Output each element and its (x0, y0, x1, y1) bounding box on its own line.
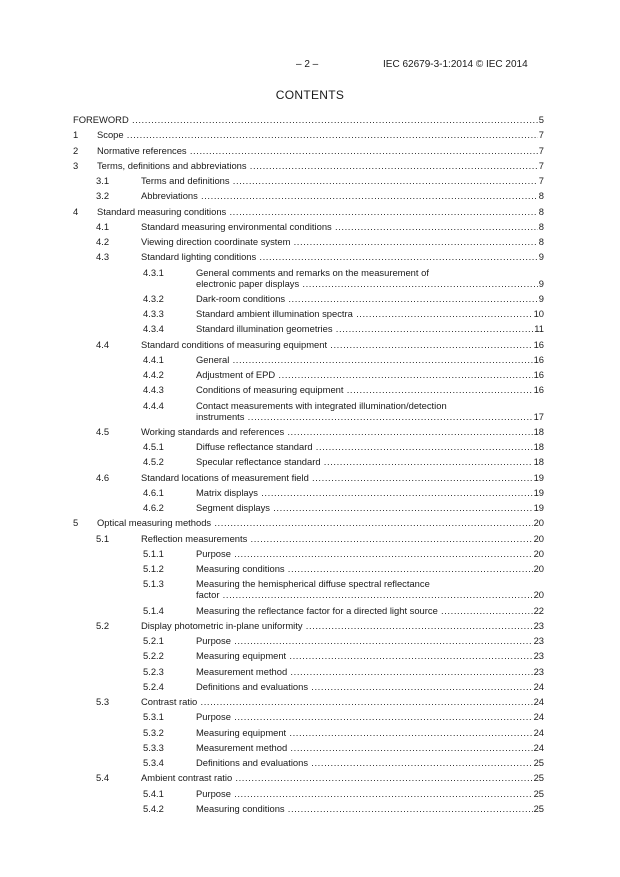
toc-entry-number: 4.1 (96, 220, 110, 232)
toc-entry[interactable] (143, 650, 544, 661)
toc-entry[interactable] (96, 772, 544, 783)
toc-entry[interactable] (73, 206, 544, 217)
toc-entry-title: Standard locations of measurement field ..... (141, 472, 544, 483)
toc-entry[interactable] (143, 548, 544, 559)
toc-entry-title: Standard measuring environmental conditions ..... (141, 221, 544, 232)
toc-entry[interactable] (143, 456, 544, 467)
toc-entry-page: 20 (533, 532, 544, 544)
toc-entry-page: 8 (538, 236, 544, 247)
toc-entry-number: 4 (73, 205, 79, 217)
toc-entry-page: 18 (533, 441, 544, 452)
toc-entry-title: Measurement method ..... (196, 666, 544, 677)
toc-entry[interactable] (143, 400, 544, 422)
toc-entry-page: 16 (533, 384, 544, 396)
toc-entry-number: 5.2.2 (143, 650, 164, 662)
toc-entry-page: 24 (533, 680, 544, 692)
toc-entry-page: 20 (533, 547, 544, 559)
toc-entry[interactable] (73, 145, 544, 156)
toc-entry-title: Display photometric in-plane uniformity ..... (141, 620, 544, 631)
toc-entry-page: 16 (533, 353, 544, 365)
toc-entry-number: 1 (73, 129, 79, 141)
toc-entry-number: 5.3.3 (143, 741, 164, 753)
toc-entry-page: 7 (538, 175, 544, 186)
toc-entry-title: Normative references ..... (97, 145, 544, 156)
toc-entry-page: 20 (533, 517, 544, 529)
toc-entry-page: 24 (533, 711, 544, 723)
toc-entry-number: 4.3.3 (143, 308, 164, 319)
toc-entry-title: Adjustment of EPD ..... (196, 369, 544, 380)
toc-entry[interactable] (96, 175, 544, 186)
toc-entry[interactable] (96, 339, 544, 350)
toc-entry-page: 23 (533, 665, 544, 677)
toc-entry-number: 4.3 (96, 251, 110, 263)
toc-entry-page: 24 (533, 726, 544, 738)
toc-entry-page: 25 (533, 787, 544, 799)
toc-entry-number: 4.6 (96, 471, 110, 483)
toc-entry-number: 4.4.3 (143, 384, 164, 396)
page-title: CONTENTS (275, 88, 345, 102)
toc-entry[interactable] (73, 129, 544, 140)
toc-entry[interactable] (96, 221, 544, 232)
toc-entry-page: 9 (538, 251, 544, 263)
running-header-reference: IEC 62679-3-1:2014 © IEC 2014 (383, 59, 528, 70)
toc-entry-title: Standard measuring conditions ..... (97, 206, 544, 217)
toc-entry-title: Abbreviations ..... (141, 190, 544, 201)
toc-entry-number: 5.4.2 (143, 802, 164, 814)
toc-entry-number: 5.2.4 (143, 680, 164, 692)
toc-entry-title: General comments and remarks on the measurement of (196, 266, 429, 278)
toc-entry-page: 9 (538, 292, 544, 304)
toc-entry-title: Ambient contrast ratio ..... (141, 772, 544, 783)
toc-entry-title: Standard lighting conditions ..... (141, 251, 544, 262)
toc-entry[interactable] (143, 578, 544, 600)
toc-entry-number: 4.5.1 (143, 441, 164, 452)
toc-entry-title: Scope ..... (97, 129, 544, 140)
toc-entry-title: Optical measuring methods ..... (97, 517, 544, 528)
toc-entry-number: 5.4.1 (143, 787, 164, 799)
toc-entry-title: Measuring equipment ..... (196, 650, 544, 661)
toc-entry[interactable] (143, 635, 544, 646)
toc-entry-number: 5 (73, 517, 79, 529)
toc-entry[interactable] (96, 426, 544, 437)
toc-entry-page: 23 (533, 619, 544, 631)
toc-entry-page: 24 (533, 741, 544, 753)
toc-entry-title: Segment displays ..... (196, 502, 544, 513)
toc-entry[interactable] (96, 251, 544, 262)
toc-entry-title: Contrast ratio ..... (141, 696, 544, 707)
toc-entry[interactable] (96, 236, 544, 247)
toc-entry-page: 19 (533, 471, 544, 483)
toc-entry-page: 5 (538, 114, 544, 125)
toc-entry-title: Matrix displays ..... (196, 487, 544, 498)
running-header-page-number: – 2 – (296, 59, 319, 70)
toc-entry[interactable] (143, 308, 544, 319)
toc-entry-page: 25 (533, 772, 544, 784)
toc-entry-title: Purpose ..... (196, 788, 544, 799)
toc-entry-title: Definitions and evaluations ..... (196, 757, 544, 768)
toc-entry[interactable] (143, 742, 544, 753)
toc-entry-number: 5.1.2 (143, 563, 164, 574)
toc-entry-page: 10 (533, 308, 544, 319)
toc-entry-page: 18 (533, 425, 544, 437)
toc-entry-title: Specular reflectance standard ..... (196, 456, 544, 467)
toc-entry-title: Contact measurements with integrated illumination/detection (196, 399, 447, 411)
toc-entry-page: 22 (533, 604, 544, 616)
toc-entry[interactable] (143, 384, 544, 395)
toc-entry-page: 9 (538, 277, 544, 289)
toc-entry-title: Viewing direction coordinate system ..... (141, 236, 544, 247)
toc-entry-page: 16 (533, 369, 544, 380)
toc-entry-title: Terms, definitions and abbreviations ..... (97, 160, 544, 171)
toc-entry-title: Measuring the hemispherical diffuse spectral reflectance (196, 578, 430, 590)
toc-entry-title: Standard illumination geometries ..... (196, 323, 544, 334)
toc-entry-page: 16 (533, 338, 544, 350)
toc-entry-number: 4.4 (96, 338, 110, 350)
toc-entry-page: 7 (538, 159, 544, 171)
toc-entry-number: 3.2 (96, 190, 110, 202)
toc-entry-page: 8 (538, 190, 544, 202)
toc-entry[interactable] (73, 114, 544, 125)
toc-entry-title: Standard conditions of measuring equipment ..... (141, 339, 544, 350)
toc-entry-title: Measurement method ..... (196, 742, 544, 753)
toc-entry-title: Conditions of measuring equipment ..... (196, 384, 544, 395)
toc-entry-number: 4.6.1 (143, 486, 164, 498)
toc-entry-title: Terms and definitions ..... (141, 175, 544, 186)
toc-entry[interactable] (143, 369, 544, 380)
toc-entry-title: Measuring conditions ..... (196, 563, 544, 574)
toc-entry-number: 3.1 (96, 175, 110, 186)
toc-entry-page: 17 (533, 410, 544, 422)
toc-entry-title-continued: instruments ..... (196, 411, 544, 422)
toc-entry-title-continued: factor ..... (196, 589, 544, 600)
toc-entry-title: FOREWORD ..... (73, 114, 544, 125)
toc-entry-page: 19 (533, 502, 544, 513)
toc-entry[interactable] (143, 323, 544, 334)
toc-entry[interactable] (96, 190, 544, 201)
toc-entry-page: 23 (533, 635, 544, 646)
toc-entry[interactable] (143, 711, 544, 722)
toc-entry-number: 4.4.2 (143, 369, 164, 380)
toc-entry[interactable] (143, 788, 544, 799)
toc-entry-number: 4.2 (96, 236, 110, 247)
toc-entry-number: 5.2 (96, 619, 110, 631)
toc-entry[interactable] (143, 727, 544, 738)
toc-entry-number: 5.1.1 (143, 547, 164, 559)
toc-entry-page: 20 (533, 589, 544, 601)
toc-entry-title: Measuring equipment ..... (196, 727, 544, 738)
toc-entry[interactable] (143, 563, 544, 574)
toc-entry-number: 5.2.3 (143, 665, 164, 677)
toc-entry-number: 5.1.4 (143, 604, 164, 616)
toc-entry-number: 5.1.3 (143, 578, 164, 590)
toc-entry-page: 24 (533, 696, 544, 707)
toc-entry-number: 4.3.4 (143, 323, 164, 335)
toc-entry-number: 5.1 (96, 532, 110, 544)
toc-entry-page: 19 (533, 486, 544, 498)
toc-entry-number: 4.5 (96, 425, 110, 437)
toc-entry-number: 5.3.1 (143, 711, 164, 723)
toc-entry[interactable] (73, 160, 544, 171)
toc-entry[interactable] (143, 681, 544, 692)
toc-entry-page: 7 (538, 144, 544, 156)
toc-entry-number: 5.4 (96, 772, 110, 784)
toc-entry-number: 5.3 (96, 696, 110, 707)
toc-entry[interactable] (73, 517, 544, 528)
toc-entry-page: 20 (533, 563, 544, 574)
toc-entry-title: Dark-room conditions ..... (196, 293, 544, 304)
toc-entry-number: 5.2.1 (143, 635, 164, 646)
toc-entry-title: Diffuse reflectance standard ..... (196, 441, 544, 452)
toc-entry-title: Working standards and references ..... (141, 426, 544, 437)
toc-entry-title: Definitions and evaluations ..... (196, 681, 544, 692)
toc-entry-title: Reflection measurements ..... (141, 533, 544, 544)
toc-entry-title: General ..... (196, 354, 544, 365)
toc-entry[interactable] (143, 293, 544, 304)
toc-entry-title: Purpose ..... (196, 711, 544, 722)
toc-entry-number: 4.3.2 (143, 292, 164, 304)
toc-entry[interactable] (96, 472, 544, 483)
toc-entry[interactable] (96, 696, 544, 707)
toc-entry-number: 4.4.1 (143, 353, 164, 365)
toc-entry-title: Standard ambient illumination spectra ..... (196, 308, 544, 319)
toc-entry-number: 5.3.2 (143, 726, 164, 738)
toc-entry-number: 2 (73, 144, 79, 156)
toc-entry-page: 25 (533, 757, 544, 768)
toc-entry-page: 25 (533, 802, 544, 814)
toc-entry-number: 3 (73, 159, 79, 171)
toc-entry[interactable] (143, 605, 544, 616)
toc-entry[interactable] (143, 502, 544, 513)
toc-entry-title: Purpose ..... (196, 635, 544, 646)
toc-entry-title: Measuring conditions ..... (196, 803, 544, 814)
toc-entry-number: 4.4.4 (143, 399, 164, 411)
toc-entry-number: 4.6.2 (143, 502, 164, 513)
toc-entry-page: 18 (533, 456, 544, 468)
toc-entry[interactable] (143, 267, 544, 289)
toc-entry-page: 8 (538, 220, 544, 232)
toc-entry[interactable] (143, 757, 544, 768)
toc-entry-title-continued: electronic paper displays ..... (196, 278, 544, 289)
toc-entry[interactable] (143, 803, 544, 814)
toc-entry[interactable] (143, 441, 544, 452)
toc-entry[interactable] (143, 487, 544, 498)
toc-entry-page: 23 (533, 650, 544, 662)
toc-entry[interactable] (143, 354, 544, 365)
toc-entry-number: 5.3.4 (143, 757, 164, 768)
toc-entry-title: Purpose ..... (196, 548, 544, 559)
toc-entry-number: 4.5.2 (143, 456, 164, 468)
toc-entry-page: 7 (538, 129, 544, 141)
toc-entry-title: Measuring the reflectance factor for a directed light source ..... (196, 605, 544, 616)
toc-entry[interactable] (143, 666, 544, 677)
toc-entry[interactable] (96, 620, 544, 631)
toc-entry-page: 11 (534, 323, 544, 335)
toc-entry-number: 4.3.1 (143, 266, 164, 278)
toc-entry[interactable] (96, 533, 544, 544)
toc-entry-page: 8 (538, 205, 544, 217)
